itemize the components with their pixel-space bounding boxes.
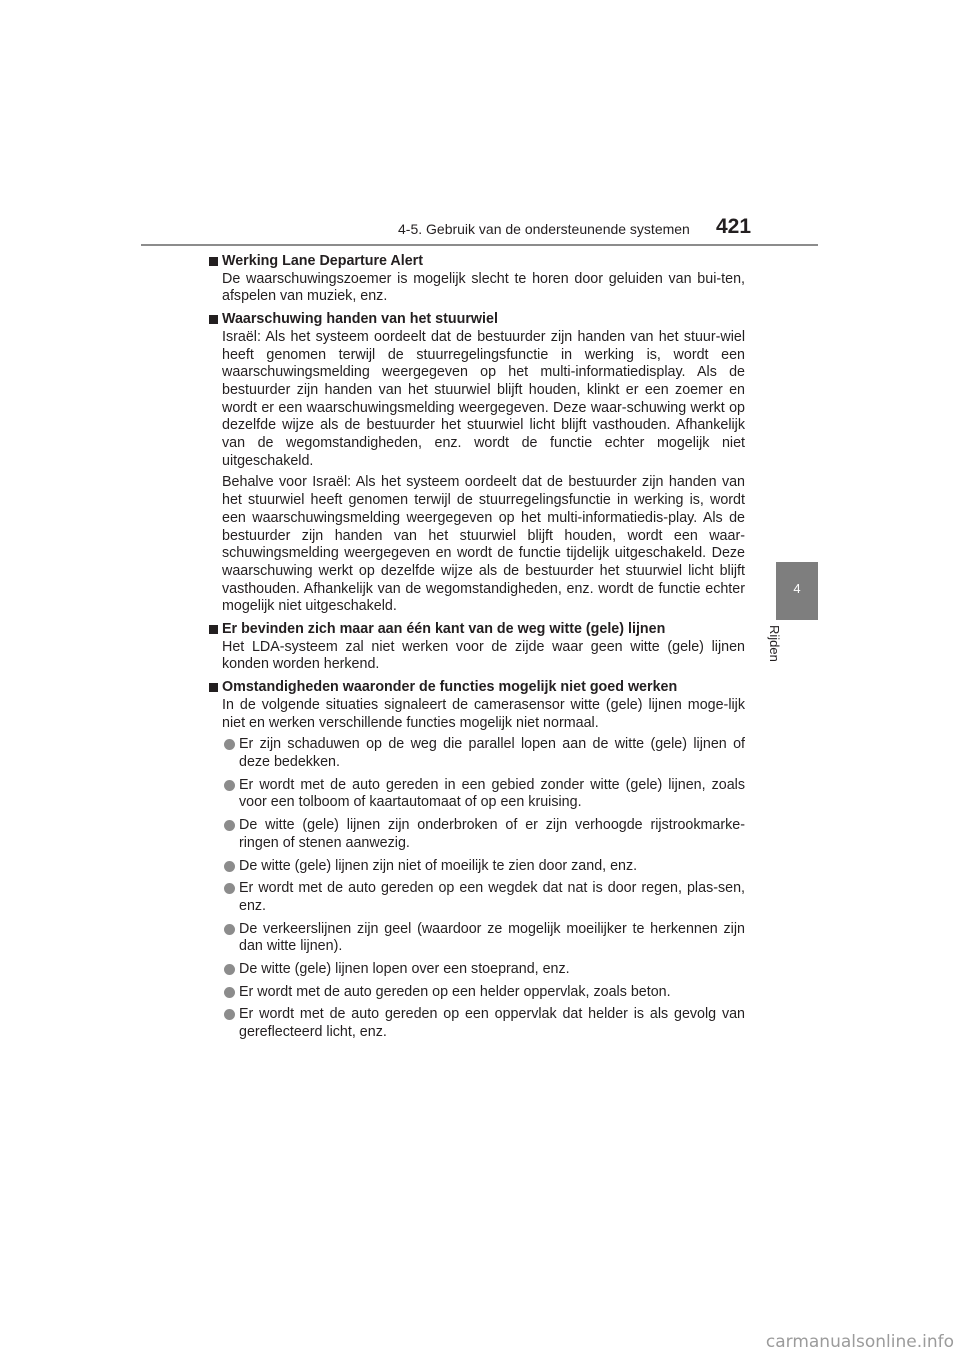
list-item xyxy=(208,1006,745,1041)
list-item xyxy=(208,880,745,915)
bullet-dot-icon xyxy=(224,987,235,998)
paragraph: De waarschuwingszoemer is mogelijk slecht te horen door geluiden van bui-ten, afspelen van muziek, enz. xyxy=(222,270,745,305)
section-heading xyxy=(208,679,745,697)
section-heading xyxy=(208,253,745,271)
section-heading xyxy=(208,621,745,639)
list-item xyxy=(208,921,745,956)
paragraph: Behalve voor Israël: Als het systeem oordeelt dat de bestuurder zijn handen van het stuurwiel heeft genomen terwijl de stuurregelingsfunctie in werking is, wordt een waarschuwingsmelding weergegeven op het multi-informatiedis-play. Als de bestuurder zijn handen van het stuurwiel blijft houden, wordt een waar-schuwingsmelding weergegeven en wordt de functie tijdelijk uitgeschakeld. Deze waarschuwing werkt op dezelfde wijze als de bestuurder het stuurwiel licht blijft vasthouden. Afhankelijk van de wegomstandigheden, enz. wordt de functie echter mogelijk niet uitgeschakeld. xyxy=(222,474,745,615)
heading-text: Werking Lane Departure Alert xyxy=(222,253,424,269)
chapter-label-text: Rijden xyxy=(767,625,782,662)
page-content xyxy=(208,253,745,1042)
heading-text: Omstandigheden waaronder de functies mogelijk niet goed werken xyxy=(222,679,678,696)
section-heading xyxy=(208,311,745,329)
bullet-dot-icon xyxy=(224,883,235,894)
heading-text: Er bevinden zich maar aan één kant van de weg witte (gele) lijnen xyxy=(222,621,666,638)
list-item xyxy=(208,858,745,876)
bullet-dot-icon xyxy=(224,924,235,935)
section-hands-off-warning xyxy=(208,311,745,616)
chapter-tab: 4 xyxy=(776,562,818,620)
list-item-text: De witte (gele) lijnen zijn niet of moeilijk te zien door zand, enz. xyxy=(239,857,638,874)
list-item-text: De witte (gele) lijnen zijn onderbroken of er zijn verhoogde rijstrookmarke-ringen of stenen aanwezig. xyxy=(239,817,745,851)
condition-list xyxy=(208,736,745,1042)
bullet-dot-icon xyxy=(224,820,235,831)
list-item-text: Er zijn schaduwen op de weg die parallel lopen aan de witte (gele) lijnen of deze bedekken. xyxy=(239,736,745,770)
list-item-text: Er wordt met de auto gereden op een helder oppervlak, zoals beton. xyxy=(239,983,671,1000)
list-item-text: Er wordt met de auto gereden op een wegdek dat nat is door regen, plas-sen, enz. xyxy=(239,880,745,914)
list-item xyxy=(208,984,745,1002)
square-bullet-icon xyxy=(209,315,218,324)
list-item xyxy=(208,817,745,852)
chapter-label xyxy=(762,625,832,675)
paragraph: Het LDA-systeem zal niet werken voor de zijde waar geen witte (gele) lijnen konden worden herkend. xyxy=(222,638,745,673)
bullet-dot-icon xyxy=(224,964,235,975)
bullet-dot-icon xyxy=(224,739,235,750)
list-item-text: Er wordt met de auto gereden in een gebied zonder witte (gele) lijnen, zoals voor een tolboom of kaartautomaat of op een kruising. xyxy=(239,776,745,811)
header-divider xyxy=(141,244,818,246)
section-lane-departure-alert xyxy=(208,253,745,306)
list-item-text: De verkeerslijnen zijn geel (waardoor ze mogelijk moeilijker te herkennen zijn dan witte lijnen). xyxy=(239,920,745,955)
paragraph: Israël: Als het systeem oordeelt dat de bestuurder zijn handen van het stuur-wiel heeft genomen terwijl de stuurregelingsfunctie in werking is, wordt een waarschuwingsmelding weergegeven op het multi-informatiedisplay. Als de bestuurder zijn handen van het stuurwiel blijft houden, klinkt er een zoemer en wordt er een waarschuwingsmelding weergegeven. Deze waar-schuwing werkt op dezelfde wijze als de bestuurder het stuurwiel licht blijft vasthouden. Afhankelijk van de wegomstandigheden, enz. wordt de functie echter mogelijk niet uitgeschakeld. xyxy=(222,328,745,469)
page-number: 421 xyxy=(716,215,752,238)
list-item xyxy=(208,736,745,771)
list-item-text: Er wordt met de auto gereden op een oppervlak dat helder is als gevolg van gereflecteerd licht, enz. xyxy=(239,1006,745,1041)
section-title: 4-5. Gebruik van de ondersteunende systemen xyxy=(398,221,690,237)
paragraph: In de volgende situaties signaleert de camerasensor witte (gele) lijnen moge-lijk niet en werken verschillende functies mogelijk niet normaal. xyxy=(222,696,745,731)
square-bullet-icon xyxy=(209,683,218,692)
list-item xyxy=(208,777,745,812)
heading-text: Waarschuwing handen van het stuurwiel xyxy=(222,311,498,328)
section-one-side-lines xyxy=(208,621,745,674)
list-item-text: De witte (gele) lijnen lopen over een stoeprand, enz. xyxy=(239,961,570,978)
square-bullet-icon xyxy=(209,257,218,266)
bullet-dot-icon xyxy=(224,1009,235,1020)
bullet-dot-icon xyxy=(224,861,235,872)
bullet-dot-icon xyxy=(224,780,235,791)
watermark-link[interactable]: carmanualsonline.info xyxy=(765,1332,954,1352)
list-item xyxy=(208,961,745,979)
section-limitations xyxy=(208,679,745,1042)
square-bullet-icon xyxy=(209,625,218,634)
